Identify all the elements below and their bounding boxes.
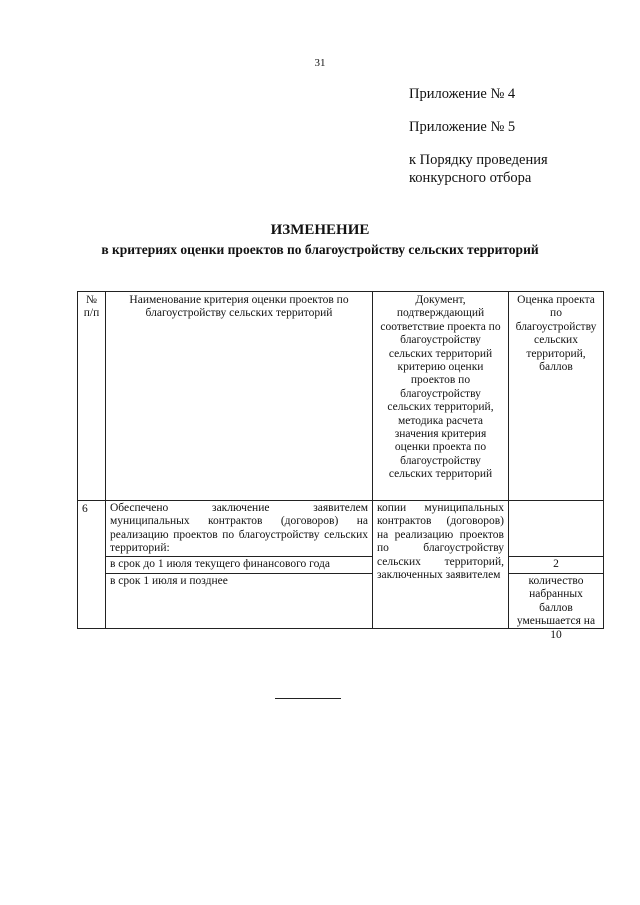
header-criterion-name: Наименование критерия оценки проектов по благоустройству сельских территорий <box>106 292 373 501</box>
header-score: Оценка проекта по благоустройству сельских территорий, баллов <box>509 292 604 501</box>
appendix-reference-cont: конкурсного отбора <box>409 170 532 186</box>
option-1-label: в срок до 1 июля текущего финансового года <box>106 557 372 574</box>
row-document: копии муниципальных контрактов (договоров) на реализацию проектов по благоустройству сельских территорий, заключенных заявителем <box>373 501 509 629</box>
row-score-cell <box>509 501 604 641</box>
row-criterion-text: Обеспечено заключение заявителем муниципальных контрактов (договоров) на реализацию проектов по благоустройству сельских территорий: <box>106 501 372 557</box>
appendix-reference: к Порядку проведения <box>409 152 548 168</box>
appendix-label-4: Приложение № 4 <box>409 86 516 102</box>
row-criterion-cell <box>106 501 373 629</box>
table-row <box>78 501 604 629</box>
footer-separator <box>275 698 341 699</box>
criteria-table <box>77 291 604 641</box>
row-number: 6 <box>78 501 106 629</box>
header-number: № п/п <box>78 292 106 501</box>
table-header-row <box>78 292 604 501</box>
page-number: 31 <box>314 57 326 69</box>
document-subtitle: в критериях оценки проектов по благоустройству сельских территорий <box>101 242 539 257</box>
score-blank <box>509 501 603 557</box>
document-title: ИЗМЕНЕНИЕ <box>270 222 370 238</box>
appendix-label-5: Приложение № 5 <box>409 119 516 135</box>
header-document: Документ, подтверждающий соответствие проекта по благоустройству сельских территорий критерию оценки проектов по благоустройству сельских территорий, методика расчета значения критерия оценки проекта по благоустройству сельских территорий <box>373 292 509 501</box>
option-1-score: 2 <box>509 557 603 574</box>
option-2-label: в срок 1 июля и позднее <box>110 575 228 587</box>
option-2-score: количество набранных баллов уменьшается на 10 <box>516 575 596 641</box>
